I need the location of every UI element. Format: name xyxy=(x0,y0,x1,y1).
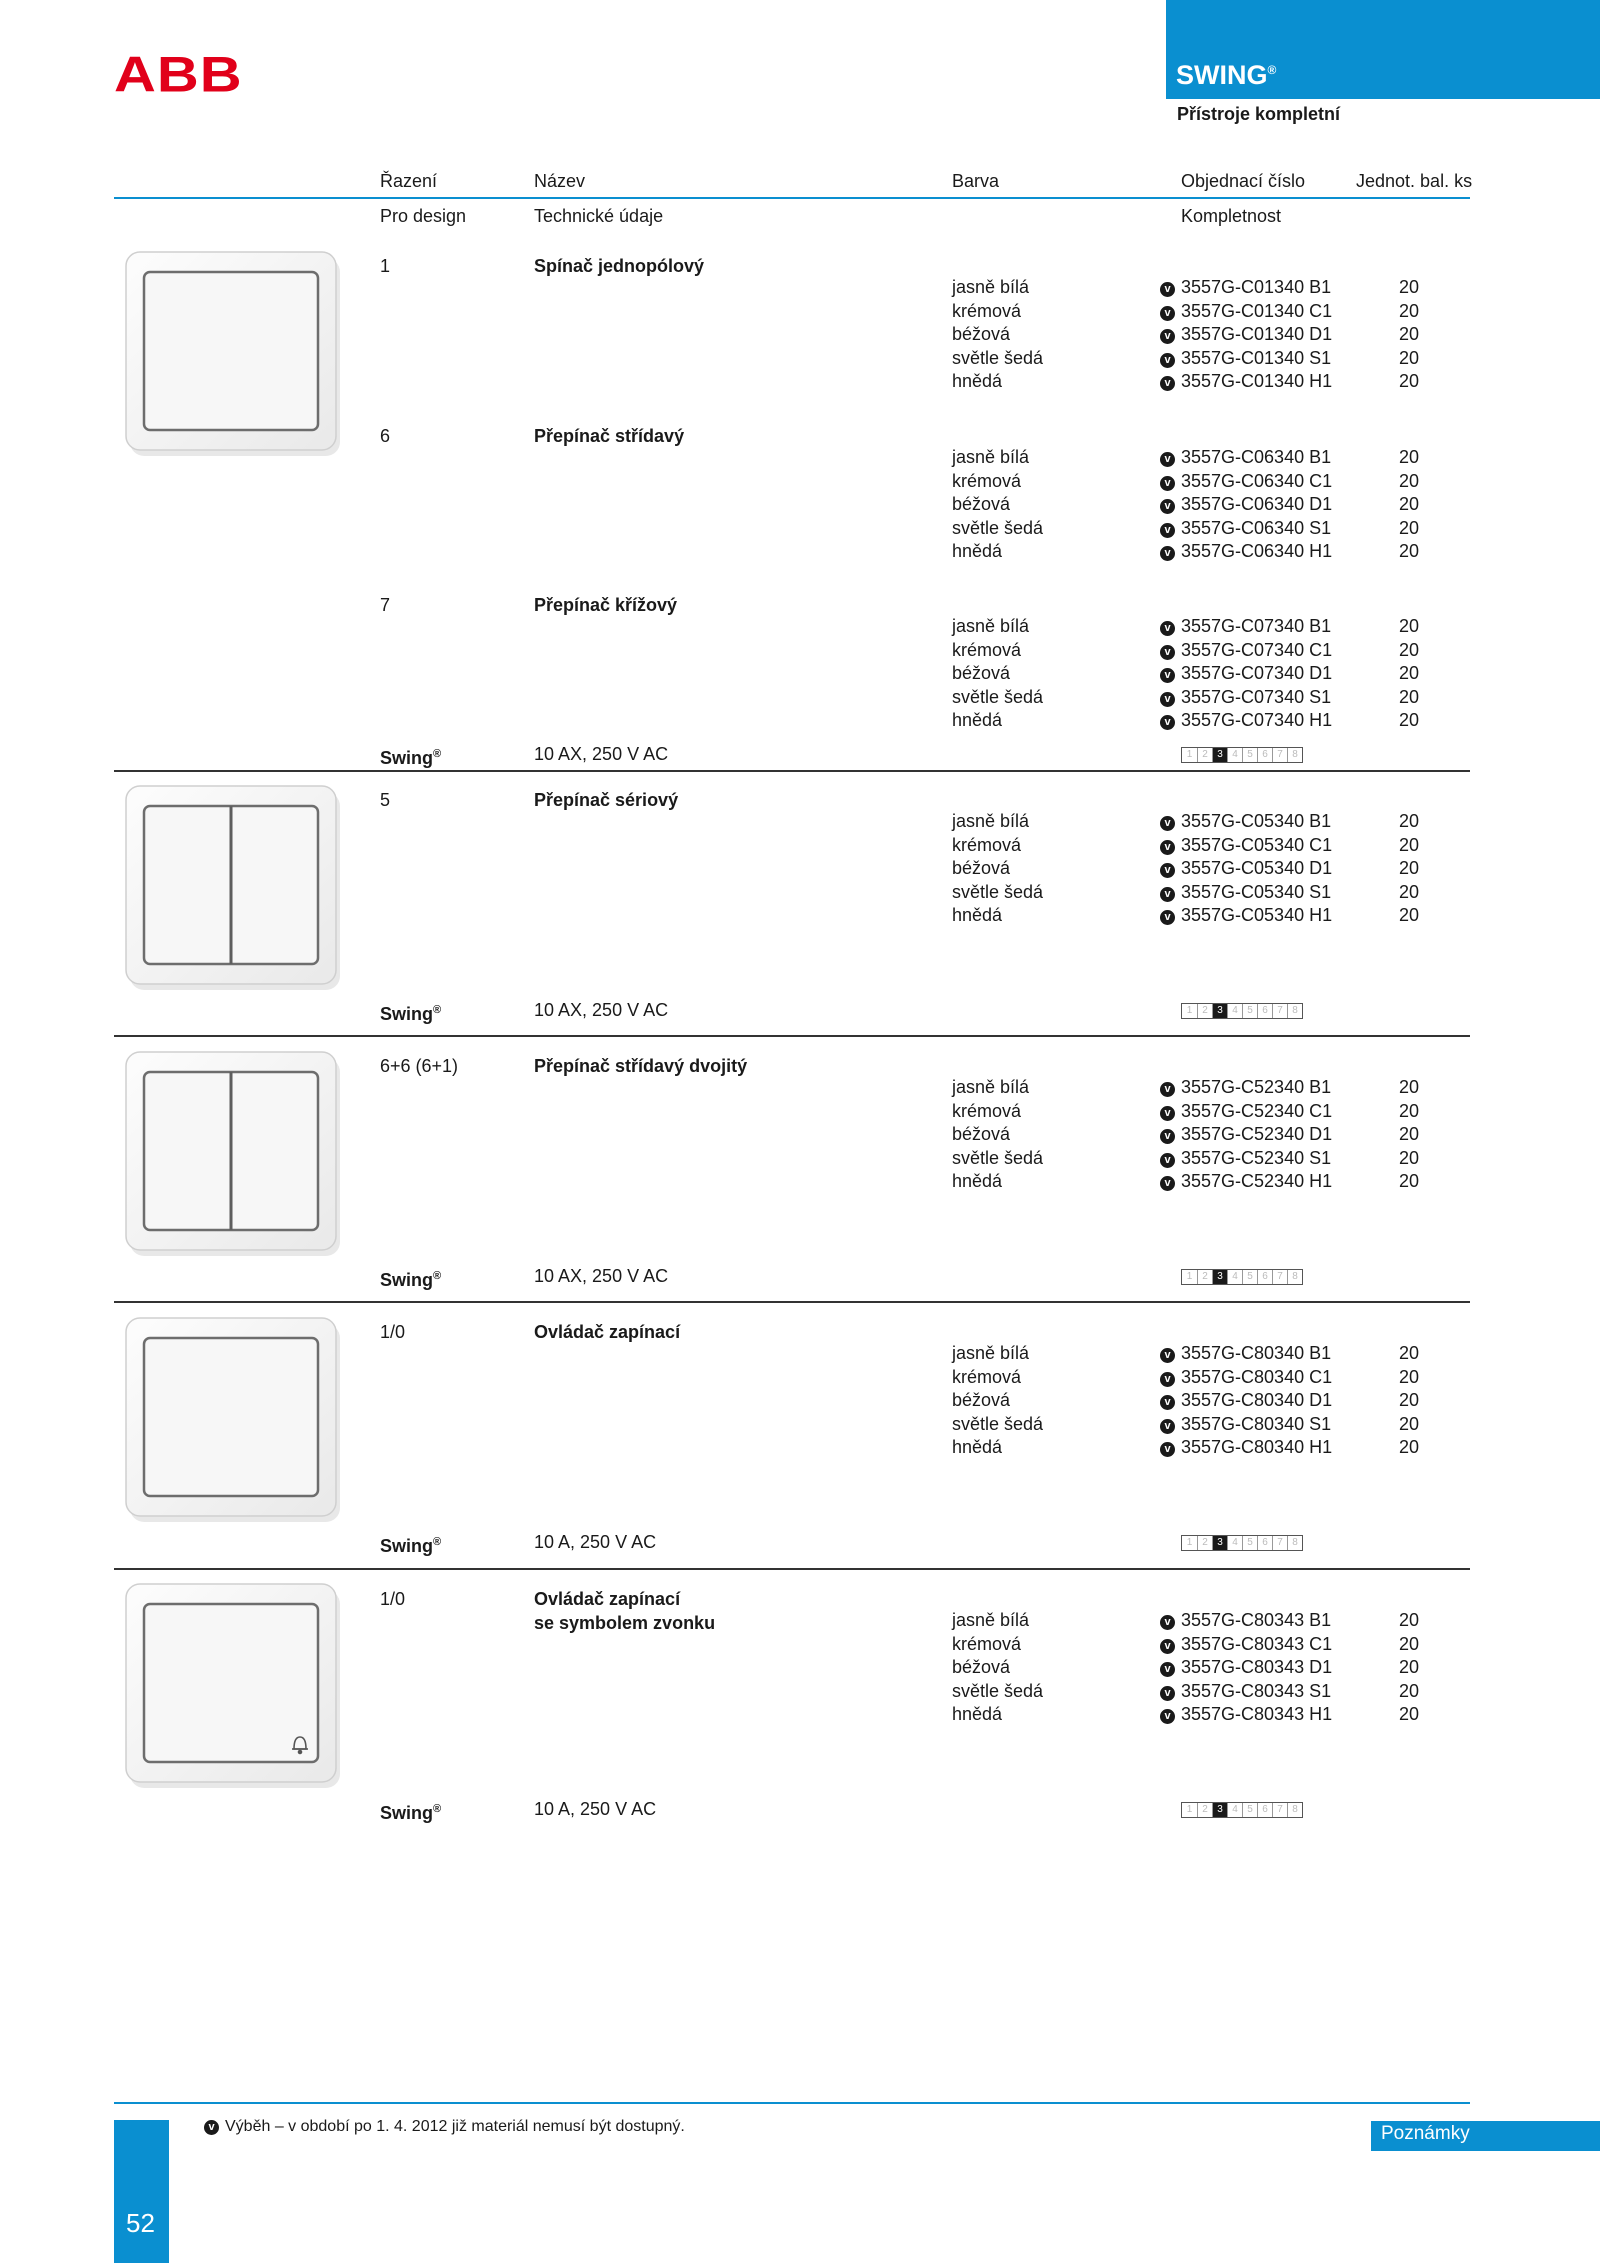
variant-pack-qty: 20 xyxy=(1399,858,1420,878)
group-divider xyxy=(114,1301,1470,1303)
v-circle-icon: v xyxy=(1160,499,1175,514)
variant-pack-qty: 20 xyxy=(1399,1147,1420,1168)
v-circle-icon: v xyxy=(1160,1639,1175,1654)
variant-order-number: v 3557G-C07340 H1 xyxy=(1160,709,1332,733)
product-name: Ovládač zapínací se symbolem zvonku xyxy=(534,1589,716,1633)
scale-cell: 4 xyxy=(1227,1270,1242,1284)
scale-cell: 8 xyxy=(1287,1270,1302,1284)
v-circle-icon: v xyxy=(1160,863,1175,878)
variant-color: světle šedá xyxy=(952,517,1044,538)
variant-color: jasně bílá xyxy=(952,277,1030,297)
variant-order-number: v 3557G-C05340 H1 xyxy=(1160,904,1332,928)
v-circle-icon: v xyxy=(1160,476,1175,491)
variant-color: hnědá xyxy=(952,541,1003,561)
scale-cell: 1 xyxy=(1186,1271,1193,1282)
variant-order-number: v 3557G-C06340 B1 xyxy=(1160,446,1331,470)
footer-note: v Výběh – v období po 1. 4. 2012 již materiál nemusí být dostupný. xyxy=(204,2118,685,2136)
variant-color: jasně bílá xyxy=(952,1077,1030,1097)
variant-color: krémová xyxy=(952,300,1022,321)
variant-order-number: v 3557G-C80340 H1 xyxy=(1160,1436,1332,1460)
product-razeni: 5 xyxy=(380,790,391,810)
scale-cell: 6 xyxy=(1257,1803,1272,1817)
variant-color: béžová xyxy=(952,858,1011,878)
variant-order-number: v 3557G-C06340 D1 xyxy=(1160,493,1332,517)
variant-pack-qty: 20 xyxy=(1399,710,1420,730)
col-header-technicke-udaje: Technické údaje xyxy=(534,206,664,226)
variant-pack-qty: 20 xyxy=(1399,1610,1420,1630)
scale-cell: 7 xyxy=(1272,1536,1287,1550)
variant-order-number: v 3557G-C05340 B1 xyxy=(1160,810,1331,834)
variant-color: krémová xyxy=(952,1100,1022,1121)
scale-cell: 3 xyxy=(1212,748,1227,762)
variant-color: hnědá xyxy=(952,1437,1003,1457)
v-circle-icon: v xyxy=(1160,353,1175,368)
v-circle-icon: v xyxy=(1160,910,1175,925)
scale-cell: 7 xyxy=(1272,1270,1287,1284)
variant-order-number: v 3557G-C80343 C1 xyxy=(1160,1633,1332,1657)
technical-data: 10 A, 250 V AC xyxy=(534,1799,657,1819)
scale-cell: 4 xyxy=(1227,1004,1242,1018)
product-razeni: 6 xyxy=(380,426,391,446)
v-circle-icon: v xyxy=(1160,1082,1175,1097)
variant-color: krémová xyxy=(952,834,1022,855)
design-name: Swing® xyxy=(380,1803,442,1823)
variant-order-number: v 3557G-C80343 H1 xyxy=(1160,1703,1332,1727)
variant-order-number: v 3557G-C01340 S1 xyxy=(1160,347,1331,371)
variant-order-number: v 3557G-C01340 B1 xyxy=(1160,276,1331,300)
v-circle-icon: v xyxy=(1160,306,1175,321)
v-circle-icon: v xyxy=(1160,692,1175,707)
variant-pack-qty: 20 xyxy=(1399,517,1420,538)
page-subtitle: Přístroje kompletní xyxy=(1177,104,1341,124)
variant-pack-qty: 20 xyxy=(1399,639,1420,660)
scale-cell: 8 xyxy=(1287,1536,1302,1550)
variant-color: jasně bílá xyxy=(952,447,1030,467)
variant-order-number: v 3557G-C05340 C1 xyxy=(1160,834,1332,858)
product-razeni: 1/0 xyxy=(380,1322,406,1342)
variant-order-number: v 3557G-C80340 D1 xyxy=(1160,1389,1332,1413)
variant-pack-qty: 20 xyxy=(1399,300,1420,321)
variant-pack-qty: 20 xyxy=(1399,834,1420,855)
scale-cell: 5 xyxy=(1242,1004,1257,1018)
scale-cell: 6 xyxy=(1257,1004,1272,1018)
scale-cell: 2 xyxy=(1197,748,1212,762)
switch-image xyxy=(124,1582,344,1787)
scale-cell: 5 xyxy=(1242,748,1257,762)
variant-order-number: v 3557G-C05340 S1 xyxy=(1160,881,1331,905)
variant-color: jasně bílá xyxy=(952,1343,1030,1363)
scale-cell: 1 xyxy=(1186,1804,1193,1815)
variant-color: světle šedá xyxy=(952,1680,1044,1701)
variant-order-number: v 3557G-C80340 B1 xyxy=(1160,1342,1331,1366)
variant-order-number: v 3557G-C80340 C1 xyxy=(1160,1366,1332,1390)
design-name: Swing® xyxy=(380,1004,442,1024)
variant-pack-qty: 20 xyxy=(1399,1680,1420,1701)
variant-color: světle šedá xyxy=(952,881,1044,902)
variant-pack-qty: 20 xyxy=(1399,371,1420,391)
variant-order-number: v 3557G-C80343 S1 xyxy=(1160,1680,1331,1704)
variant-pack-qty: 20 xyxy=(1399,1343,1420,1363)
v-circle-icon: v xyxy=(1160,668,1175,683)
variant-color: béžová xyxy=(952,663,1011,683)
product-name: Přepínač křížový xyxy=(534,595,678,615)
variant-color: krémová xyxy=(952,1633,1022,1654)
variant-order-number: v 3557G-C07340 D1 xyxy=(1160,662,1332,686)
variant-order-number: v 3557G-C80343 D1 xyxy=(1160,1656,1332,1680)
variant-pack-qty: 20 xyxy=(1399,1704,1420,1724)
v-circle-icon: v xyxy=(1160,1442,1175,1457)
col-header-nazev: Název xyxy=(534,171,586,191)
variant-pack-qty: 20 xyxy=(1399,277,1420,297)
col-header-razeni: Řazení xyxy=(380,171,438,191)
col-header-jednot-bal: Jednot. bal. ks xyxy=(1356,171,1473,191)
variant-pack-qty: 20 xyxy=(1399,1077,1420,1097)
scale-cell: 4 xyxy=(1227,1803,1242,1817)
variant-color: světle šedá xyxy=(952,1413,1044,1434)
col-header-kompletnost: Kompletnost xyxy=(1181,206,1282,226)
switch-image xyxy=(124,1050,344,1255)
v-circle-icon: v xyxy=(1160,621,1175,636)
scale-cell: 2 xyxy=(1197,1004,1212,1018)
variant-order-number: v 3557G-C05340 D1 xyxy=(1160,857,1332,881)
scale-cell: 7 xyxy=(1272,748,1287,762)
product-razeni: 1 xyxy=(380,256,391,276)
variant-order-number: v 3557G-C07340 S1 xyxy=(1160,686,1331,710)
v-circle-icon: v xyxy=(1160,1395,1175,1410)
group-divider xyxy=(114,770,1470,772)
v-circle-icon: v xyxy=(1160,1686,1175,1701)
variant-pack-qty: 20 xyxy=(1399,347,1420,368)
product-name: Ovládač zapínací xyxy=(534,1322,681,1342)
v-circle-icon: v xyxy=(1160,329,1175,344)
scale-cell: 5 xyxy=(1242,1536,1257,1550)
product-name: Spínač jednopólový xyxy=(534,256,705,276)
variant-pack-qty: 20 xyxy=(1399,686,1420,707)
variant-color: světle šedá xyxy=(952,686,1044,707)
product-name: Přepínač sériový xyxy=(534,790,679,810)
scale-cell: 6 xyxy=(1257,748,1272,762)
scale-cell: 8 xyxy=(1287,1004,1302,1018)
scale-cell: 2 xyxy=(1197,1536,1212,1550)
v-circle-icon: v xyxy=(1160,1372,1175,1387)
section-tab-label: Poznámky xyxy=(1381,2123,1470,2144)
variant-color: krémová xyxy=(952,470,1022,491)
scale-cell: 5 xyxy=(1242,1803,1257,1817)
v-circle-icon: v xyxy=(1160,1615,1175,1630)
scale-cell: 4 xyxy=(1227,748,1242,762)
scale-cell: 7 xyxy=(1272,1004,1287,1018)
scale-cell: 3 xyxy=(1212,1803,1227,1817)
variant-pack-qty: 20 xyxy=(1399,470,1420,491)
variant-pack-qty: 20 xyxy=(1399,541,1420,561)
variant-order-number: v 3557G-C01340 C1 xyxy=(1160,300,1332,324)
v-circle-icon: v xyxy=(1160,523,1175,538)
scale-cell: 8 xyxy=(1287,1803,1302,1817)
scale-cell: 1 xyxy=(1186,749,1193,760)
product-razeni: 6+6 (6+1) xyxy=(380,1056,459,1076)
design-name: Swing® xyxy=(380,1536,442,1556)
technical-data: 10 AX, 250 V AC xyxy=(534,1266,669,1286)
variant-pack-qty: 20 xyxy=(1399,1124,1420,1144)
product-name: Přepínač střídavý xyxy=(534,426,685,446)
v-circle-icon: v xyxy=(1160,816,1175,831)
page-number-band xyxy=(114,2120,169,2263)
v-circle-icon: v xyxy=(1160,1153,1175,1168)
variant-order-number: v 3557G-C52340 H1 xyxy=(1160,1170,1332,1194)
scale-cell: 1 xyxy=(1186,1005,1193,1016)
variant-order-number: v 3557G-C01340 D1 xyxy=(1160,323,1332,347)
switch-image xyxy=(124,784,344,989)
completeness-scale xyxy=(1181,1003,1303,1019)
page-title: SWING® xyxy=(1176,60,1277,90)
scale-cell: 7 xyxy=(1272,1803,1287,1817)
variant-pack-qty: 20 xyxy=(1399,1100,1420,1121)
variant-order-number: v 3557G-C52340 S1 xyxy=(1160,1147,1331,1171)
variant-pack-qty: 20 xyxy=(1399,1437,1420,1457)
completeness-scale xyxy=(1181,1269,1303,1285)
variant-color: hnědá xyxy=(952,371,1003,391)
variant-pack-qty: 20 xyxy=(1399,616,1420,636)
scale-cell: 4 xyxy=(1227,1536,1242,1550)
variant-order-number: v 3557G-C01340 H1 xyxy=(1160,370,1332,394)
variant-order-number: v 3557G-C07340 C1 xyxy=(1160,639,1332,663)
variant-color: hnědá xyxy=(952,710,1003,730)
group-divider xyxy=(114,1035,1470,1037)
variant-pack-qty: 20 xyxy=(1399,1366,1420,1387)
v-circle-icon: v xyxy=(1160,546,1175,561)
variant-pack-qty: 20 xyxy=(1399,663,1420,683)
variant-pack-qty: 20 xyxy=(1399,811,1420,831)
group-divider xyxy=(114,1568,1470,1570)
variant-order-number: v 3557G-C80340 S1 xyxy=(1160,1413,1331,1437)
technical-data: 10 AX, 250 V AC xyxy=(534,1000,669,1020)
col-header-objednaci-cislo: Objednací číslo xyxy=(1181,171,1306,191)
variant-order-number: v 3557G-C80343 B1 xyxy=(1160,1609,1331,1633)
scale-cell: 3 xyxy=(1212,1004,1227,1018)
variant-color: jasně bílá xyxy=(952,811,1030,831)
v-circle-icon: v xyxy=(1160,840,1175,855)
variant-color: světle šedá xyxy=(952,1147,1044,1168)
col-header-barva: Barva xyxy=(952,171,1000,191)
product-razeni: 1/0 xyxy=(380,1589,406,1609)
technical-data: 10 AX, 250 V AC xyxy=(534,744,669,764)
design-name: Swing® xyxy=(380,748,442,768)
v-circle-icon: v xyxy=(1160,645,1175,660)
v-circle-icon: v xyxy=(1160,715,1175,730)
v-circle-icon: v xyxy=(1160,887,1175,902)
variant-color: béžová xyxy=(952,1657,1011,1677)
scale-cell: 8 xyxy=(1287,748,1302,762)
v-circle-icon: v xyxy=(1160,1419,1175,1434)
scale-cell: 3 xyxy=(1212,1536,1227,1550)
variant-order-number: v 3557G-C52340 D1 xyxy=(1160,1123,1332,1147)
scale-cell: 2 xyxy=(1197,1803,1212,1817)
variant-pack-qty: 20 xyxy=(1399,494,1420,514)
footer-rule xyxy=(114,2102,1470,2104)
variant-color: béžová xyxy=(952,324,1011,344)
technical-data: 10 A, 250 V AC xyxy=(534,1532,657,1552)
switch-image xyxy=(124,1316,344,1521)
variant-pack-qty: 20 xyxy=(1399,1171,1420,1191)
variant-pack-qty: 20 xyxy=(1399,881,1420,902)
variant-pack-qty: 20 xyxy=(1399,324,1420,344)
variant-color: krémová xyxy=(952,639,1022,660)
variant-order-number: v 3557G-C06340 S1 xyxy=(1160,517,1331,541)
scale-cell: 1 xyxy=(1186,1537,1193,1548)
v-circle-icon: v xyxy=(1160,376,1175,391)
v-circle-icon: v xyxy=(1160,1709,1175,1724)
variant-order-number: v 3557G-C52340 B1 xyxy=(1160,1076,1331,1100)
variant-color: béžová xyxy=(952,1124,1011,1144)
variant-color: jasně bílá xyxy=(952,1610,1030,1630)
variant-color: krémová xyxy=(952,1366,1022,1387)
v-circle-icon: v xyxy=(1160,1106,1175,1121)
variant-pack-qty: 20 xyxy=(1399,1657,1420,1677)
header-rule xyxy=(114,197,1470,199)
variant-color: hnědá xyxy=(952,1704,1003,1724)
variant-color: hnědá xyxy=(952,905,1003,925)
variant-pack-qty: 20 xyxy=(1399,1633,1420,1654)
completeness-scale xyxy=(1181,1535,1303,1551)
abb-logo: ABB xyxy=(114,46,243,103)
variant-pack-qty: 20 xyxy=(1399,905,1420,925)
v-circle-icon: v xyxy=(204,2120,219,2135)
switch-image xyxy=(124,250,344,455)
v-circle-icon: v xyxy=(1160,1348,1175,1363)
product-razeni: 7 xyxy=(380,595,391,615)
variant-order-number: v 3557G-C06340 H1 xyxy=(1160,540,1332,564)
variant-order-number: v 3557G-C06340 C1 xyxy=(1160,470,1332,494)
scale-cell: 6 xyxy=(1257,1536,1272,1550)
scale-cell: 3 xyxy=(1212,1270,1227,1284)
variant-pack-qty: 20 xyxy=(1399,1390,1420,1410)
design-name: Swing® xyxy=(380,1270,442,1290)
completeness-scale xyxy=(1181,747,1303,763)
scale-cell: 6 xyxy=(1257,1270,1272,1284)
scale-cell: 5 xyxy=(1242,1270,1257,1284)
variant-color: jasně bílá xyxy=(952,616,1030,636)
product-name: Přepínač střídavý dvojitý xyxy=(534,1056,748,1076)
v-circle-icon: v xyxy=(1160,1176,1175,1191)
page-number: 52 xyxy=(126,2208,155,2238)
completeness-scale xyxy=(1181,1802,1303,1818)
scale-cell: 2 xyxy=(1197,1270,1212,1284)
variant-color: hnědá xyxy=(952,1171,1003,1191)
variant-color: světle šedá xyxy=(952,347,1044,368)
v-circle-icon: v xyxy=(1160,282,1175,297)
col-header-pro-design: Pro design xyxy=(380,206,467,226)
variant-color: béžová xyxy=(952,1390,1011,1410)
v-circle-icon: v xyxy=(1160,1129,1175,1144)
v-circle-icon: v xyxy=(1160,452,1175,467)
v-circle-icon: v xyxy=(1160,1662,1175,1677)
variant-color: béžová xyxy=(952,494,1011,514)
variant-order-number: v 3557G-C07340 B1 xyxy=(1160,615,1331,639)
variant-pack-qty: 20 xyxy=(1399,1413,1420,1434)
variant-order-number: v 3557G-C52340 C1 xyxy=(1160,1100,1332,1124)
variant-pack-qty: 20 xyxy=(1399,447,1420,467)
